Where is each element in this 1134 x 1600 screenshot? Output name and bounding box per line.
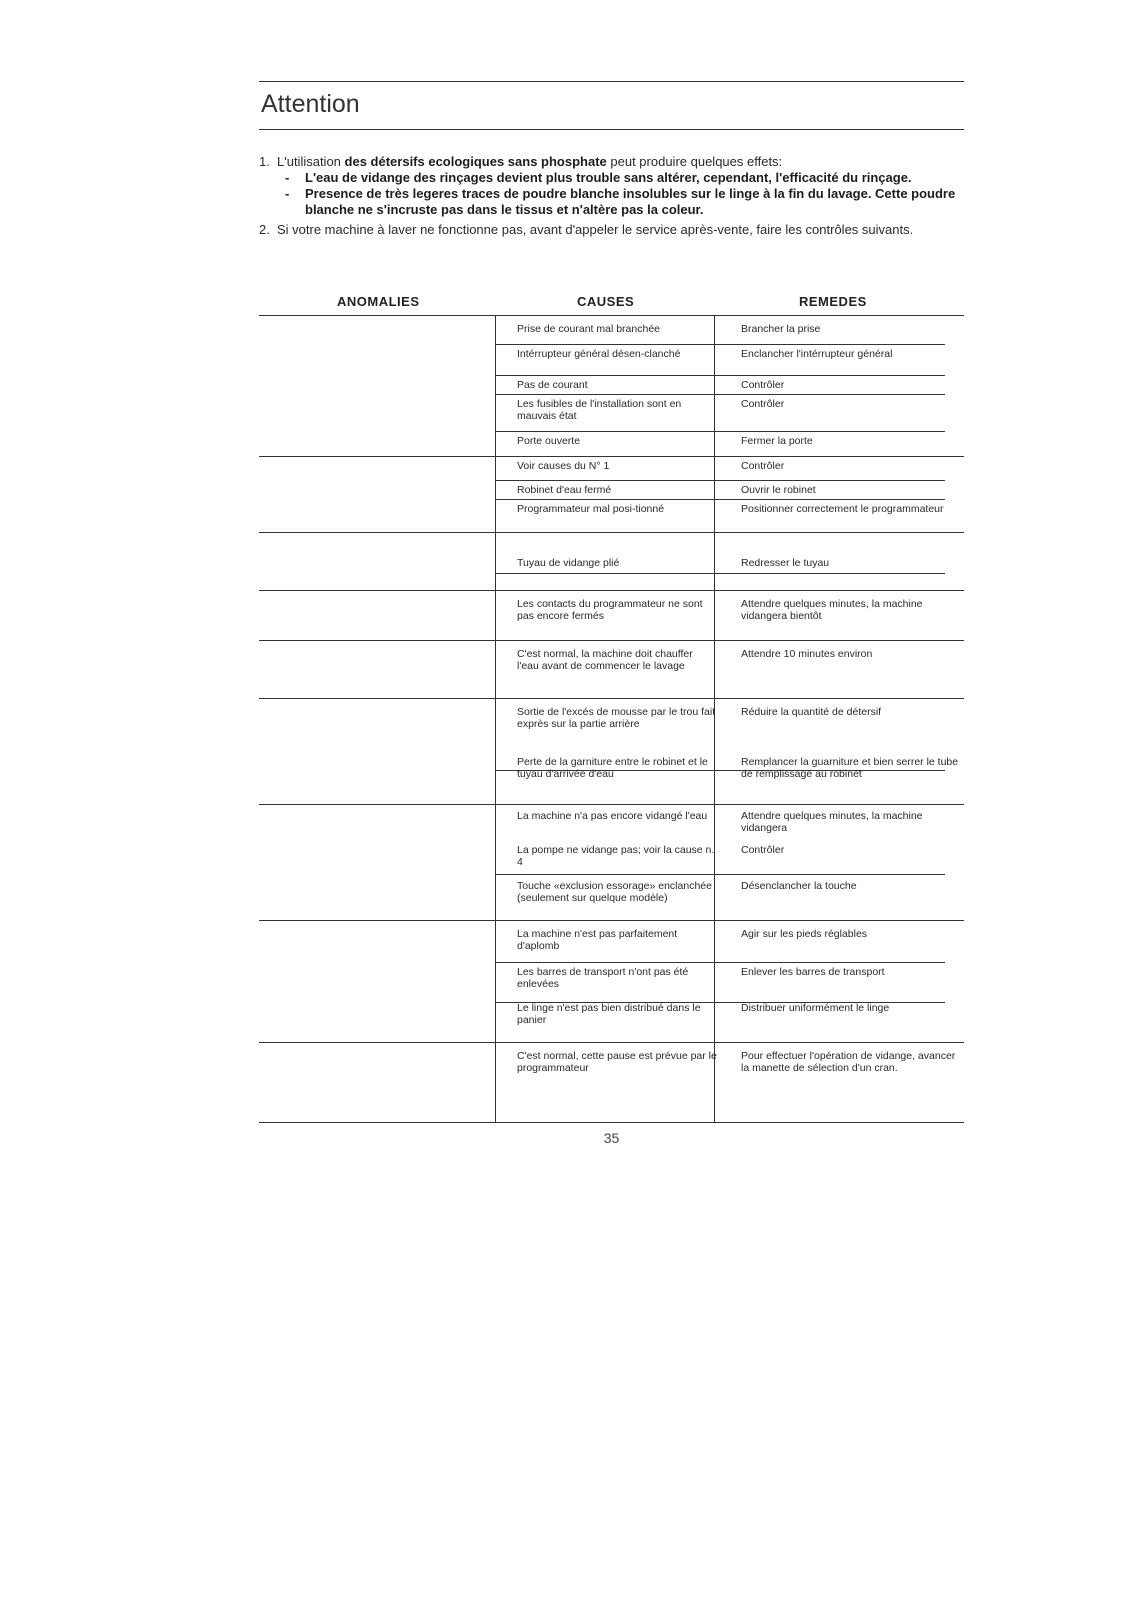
dash-bullet: - — [285, 186, 290, 201]
cause-cell: Sortie de l'excés de mousse par le trou fait exprès sur la partie arrière — [517, 706, 716, 730]
remedy-cell: Fermer la porte — [741, 435, 813, 447]
remedy-separator — [715, 480, 945, 481]
remedy-cell: Attendre quelques minutes, la machine vidangera bientôt — [741, 598, 923, 622]
remedy-separator — [715, 394, 945, 395]
paragraph-number: 1. — [259, 154, 270, 169]
row-separator — [259, 1042, 964, 1043]
title-rule — [259, 129, 964, 130]
cause-separator — [495, 344, 715, 345]
cause-cell: C'est normal, la machine doit chauffer l'eau avant de commencer le lavage — [517, 648, 693, 672]
cause-separator — [495, 573, 715, 574]
remedy-cell: Enclancher l'intérrupteur général — [741, 348, 893, 360]
cause-cell: Voir causes du N° 1 — [517, 460, 610, 472]
remedy-cell: Positionner correctement le programmateur — [741, 503, 944, 515]
top-rule — [259, 81, 964, 82]
row-separator — [259, 315, 964, 316]
cause-cell: Les contacts du programmateur ne sont pas encore fermés — [517, 598, 703, 622]
remedy-separator — [715, 962, 945, 963]
intro-paragraph-1 — [259, 154, 964, 170]
remedy-cell: Agir sur les pieds réglables — [741, 928, 868, 940]
effect-item-2 — [259, 186, 964, 218]
page-title: Attention — [261, 90, 360, 118]
remedy-separator — [715, 573, 945, 574]
row-separator — [259, 590, 964, 591]
header-anomalies: ANOMALIES — [337, 294, 420, 309]
cause-cell: Perte de la garniture entre le robinet et le tuyau d'arrivée d'eau — [517, 756, 708, 780]
remedy-cell: Contrôler — [741, 844, 785, 856]
remedy-cell: Enlever les barres de transport — [741, 966, 885, 978]
cause-cell: Les barres de transport n'ont pas été enlevées — [517, 966, 689, 990]
remedy-separator — [715, 499, 945, 500]
remedy-cell: Brancher la prise — [741, 323, 821, 335]
effect-text-1: L'eau de vidange des rinçages devient plus trouble sans altérer, cependant, l'efficacité du rinçage. — [305, 170, 912, 185]
paragraph-number: 2. — [259, 222, 270, 237]
cause-cell: Pas de courant — [517, 379, 588, 391]
row-separator — [259, 804, 964, 805]
remedy-cell: Distribuer uniformément le linge — [741, 1002, 890, 1014]
remedy-cell: Attendre 10 minutes environ — [741, 648, 873, 660]
effect-text-2: Presence de très legeres traces de poudre blanche insolubles sur le linge à la fin du lavage. Cette poudre blanche ne s'incruste pas dans le tissus et n'altère pas la coleur. — [305, 186, 956, 217]
remedy-separator — [715, 874, 945, 875]
header-remedes: REMEDES — [799, 294, 867, 309]
cause-separator — [495, 480, 715, 481]
page-number: 35 — [603, 1130, 620, 1146]
remedy-cell: Ouvrir le robinet — [741, 484, 816, 496]
row-separator — [259, 698, 964, 699]
intro-section — [259, 154, 964, 238]
column-separator — [495, 315, 496, 1122]
cause-separator — [495, 375, 715, 376]
dash-bullet: - — [285, 170, 290, 185]
remedy-separator — [715, 431, 945, 432]
cause-cell: La machine n'est pas parfaitement d'aplomb — [517, 928, 678, 952]
cause-cell: Tuyau de vidange plié — [517, 557, 620, 569]
cause-cell: C'est normal, cette pause est prévue par le programmateur — [517, 1050, 717, 1074]
cause-separator — [495, 394, 715, 395]
remedy-cell: Contrôler — [741, 379, 785, 391]
remedy-cell: Désenclancher la touche — [741, 880, 857, 892]
intro-paragraph-2 — [259, 222, 964, 238]
p1-pre-text: L'utilisation — [277, 154, 345, 169]
row-separator — [259, 920, 964, 921]
remedy-cell: Contrôler — [741, 398, 785, 410]
cause-separator — [495, 431, 715, 432]
p2-text: Si votre machine à laver ne fonctionne pas, avant d'appeler le service après-vente, faire les contrôles suivants. — [277, 222, 914, 237]
remedy-cell: Contrôler — [741, 460, 785, 472]
cause-cell: Le linge n'est pas bien distribué dans le panier — [517, 1002, 701, 1026]
manual-page — [259, 0, 964, 1600]
cause-cell: Programmateur mal posi-tionné — [517, 503, 665, 515]
remedy-cell: Pour effectuer l'opération de vidange, avancer la manette de sélection d'un cran. — [741, 1050, 956, 1074]
p1-bold-text: des détersifs ecologiques sans phosphate — [344, 154, 607, 169]
cause-cell: Touche «exclusion essorage» enclanchée (seulement sur quelque modèle) — [517, 880, 712, 904]
cause-cell: Prise de courant mal branchée — [517, 323, 660, 335]
p1-post-text: peut produire quelques effets: — [606, 154, 783, 169]
remedy-cell: Remplancer la guarniture et bien serrer le tube de remplissage au robinet — [741, 756, 959, 780]
cause-separator — [495, 962, 715, 963]
troubleshooting-table — [259, 296, 964, 1122]
row-separator — [259, 1122, 964, 1123]
cause-separator — [495, 874, 715, 875]
remedy-separator — [715, 375, 945, 376]
effect-item-1 — [259, 170, 964, 186]
cause-cell: Robinet d'eau fermé — [517, 484, 612, 496]
cause-cell: Intérrupteur général désen-clanché — [517, 348, 681, 360]
cause-cell: Porte ouverte — [517, 435, 581, 447]
cause-cell: La pompe ne vidange pas; voir la cause n. 4 — [517, 844, 715, 868]
row-separator — [259, 532, 964, 533]
remedy-cell: Réduire la quantité de détersif — [741, 706, 882, 718]
row-separator — [259, 640, 964, 641]
cause-cell: La machine n'a pas encore vidangé l'eau — [517, 810, 708, 822]
cause-separator — [495, 499, 715, 500]
row-separator — [259, 456, 964, 457]
remedy-cell: Attendre quelques minutes, la machine vidangera — [741, 810, 923, 834]
remedy-separator — [715, 344, 945, 345]
cause-cell: Les fusibles de l'installation sont en mauvais état — [517, 398, 682, 422]
remedy-cell: Redresser le tuyau — [741, 557, 830, 569]
header-causes: CAUSES — [577, 294, 635, 309]
